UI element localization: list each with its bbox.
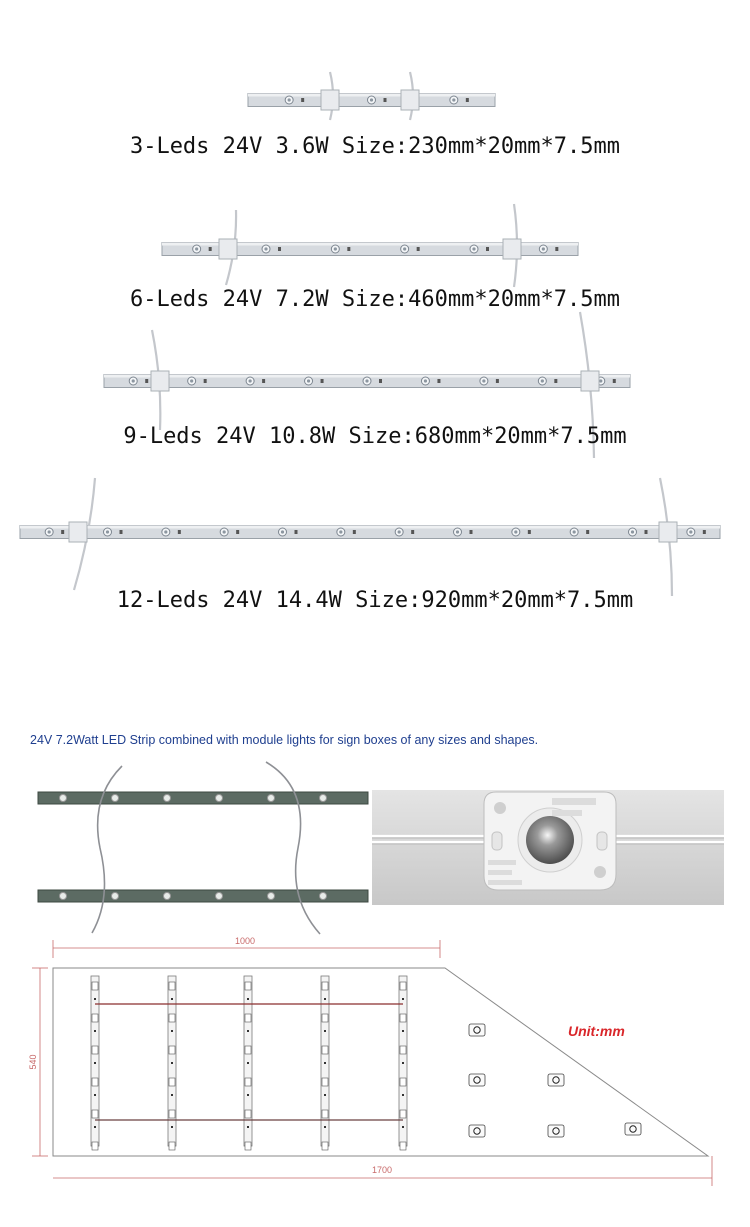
strip-6-leds bbox=[162, 204, 578, 287]
width-bottom-dimension: 1700 bbox=[371, 1165, 393, 1175]
connector-clip bbox=[581, 371, 599, 391]
application-caption: 24V 7.2Watt LED Strip combined with module lights for sign boxes of any sizes and shapes. bbox=[30, 733, 539, 747]
module-light bbox=[469, 1125, 485, 1137]
strip-spec-9-leds: 9-Leds 24V 10.8W Size:680mm*20mm*7.5mm bbox=[123, 424, 627, 449]
module-light bbox=[625, 1123, 641, 1135]
combined-strip-2 bbox=[38, 890, 368, 902]
vertical-strip bbox=[91, 976, 99, 1150]
connector-clip bbox=[219, 239, 237, 259]
combined-strips-photo bbox=[30, 758, 375, 938]
wire bbox=[266, 762, 320, 934]
module-light-photo bbox=[372, 790, 724, 905]
connector-clip bbox=[151, 371, 169, 391]
sign-box-outline bbox=[53, 968, 708, 1156]
connector-clip bbox=[503, 239, 521, 259]
connector-clip bbox=[401, 90, 419, 110]
vertical-strip bbox=[244, 976, 252, 1150]
strip-spec-12-leds: 12-Leds 24V 14.4W Size:920mm*20mm*7.5mm bbox=[116, 588, 634, 613]
strip-spec-3-leds: 3-Leds 24V 3.6W Size:230mm*20mm*7.5mm bbox=[129, 134, 621, 159]
module-light bbox=[469, 1024, 485, 1036]
strip-3-leds bbox=[248, 72, 495, 120]
connector-clip bbox=[321, 90, 339, 110]
module-light bbox=[548, 1125, 564, 1137]
unit-label: Unit:mm bbox=[568, 1023, 625, 1039]
connector-clip bbox=[659, 522, 677, 542]
strip-12-leds bbox=[20, 478, 720, 596]
wire bbox=[92, 766, 122, 933]
sign-box-layout-diagram bbox=[20, 930, 730, 1227]
height-dimension: 540 bbox=[28, 1054, 38, 1070]
vertical-strip bbox=[168, 976, 176, 1150]
strip-spec-6-leds: 6-Leds 24V 7.2W Size:460mm*20mm*7.5mm bbox=[129, 287, 621, 312]
module-light bbox=[469, 1074, 485, 1086]
vertical-strip bbox=[399, 976, 407, 1150]
width-top-dimension: 1000 bbox=[234, 936, 256, 946]
vertical-strip bbox=[321, 976, 329, 1150]
combined-strip-1 bbox=[38, 792, 368, 804]
connector-clip bbox=[69, 522, 87, 542]
module-light bbox=[548, 1074, 564, 1086]
